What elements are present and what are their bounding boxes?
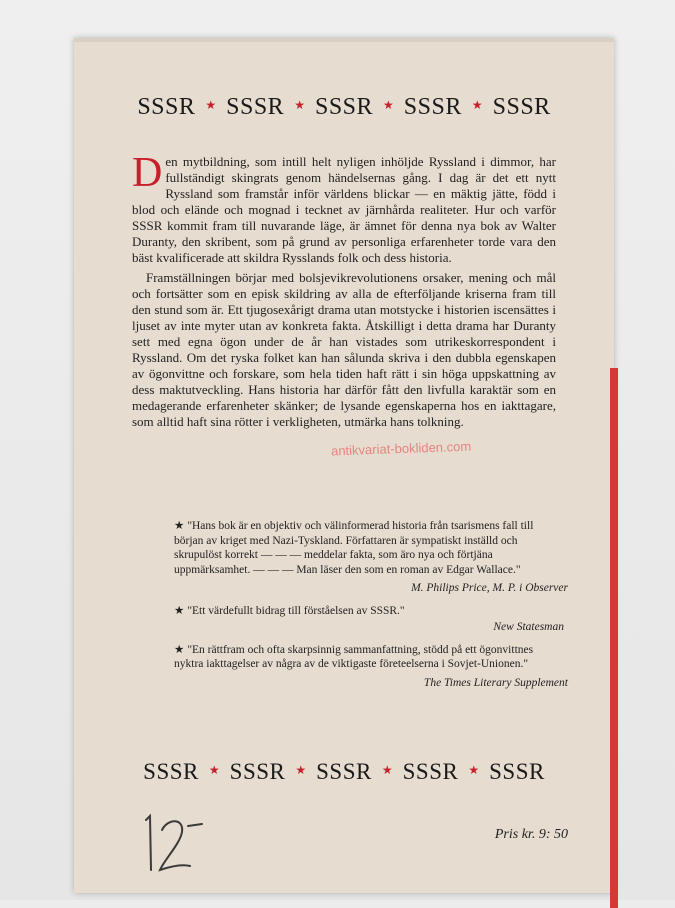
quote-attribution: M. Philips Price, M. P. i Observer <box>411 582 568 594</box>
banner-word: SSSR <box>226 94 285 120</box>
bottom-sssr-banner <box>74 759 614 785</box>
book-back-cover <box>74 38 614 893</box>
price-label: Pris kr. 9: 50 <box>494 827 568 842</box>
review-quotes <box>174 519 568 698</box>
quote-attribution: New Statesman <box>493 621 564 633</box>
watermark: antikvariat-bokliden.com <box>330 438 472 459</box>
star-bullet-icon: ★ <box>174 643 185 656</box>
star-bullet-icon: ★ <box>174 520 185 532</box>
star-bullet-icon: ★ <box>174 604 185 617</box>
cover-top-edge <box>74 38 614 42</box>
banner-word: SSSR <box>402 759 459 784</box>
review-quote <box>174 643 568 691</box>
blurb-text <box>132 150 556 434</box>
top-sssr-banner <box>74 94 614 121</box>
banner-word: SSSR <box>316 759 372 784</box>
banner-word: SSSR <box>137 94 196 120</box>
paragraph-1-text: en mytbildning, som intill helt nyligen inhöljde Ryssland i dimmor, har fullständigt skingrats genom händelsernas gång. I dag är det ett nytt Ryssland som framstår inför världens blickar — en mäktig jätte, född i blod och elände och mognad i tecknet av järnhårda realiteter. Hur och varför SSSR kommit fram till nuvarande läge, är ämnet för denna nya bok av Walter Duranty, den skribent, som på grund av personliga erfarenheter torde vara den bäst kvalificerade att skildra Rysslands folk och dess historia. <box>132 154 556 265</box>
red-star-icon: ★ <box>471 98 483 112</box>
red-star-icon: ★ <box>294 98 305 112</box>
drop-cap: D <box>132 150 163 196</box>
review-quote <box>174 519 568 596</box>
intro-paragraph-2: Framställningen börjar med bolsjevikrevolutionens orsaker, mening och mål och fortsätter som en episk skildring av alla de efterföljande kriserna fram till den stund som är. Ett tjugosexårigt drama utan motstycke i historien iscensättes i ljuset av inte myter utan av konkreta fakta. Åtskilligt i detta drama har Duranty sett med egna ögon under de år han vistades som utrikeskorrespondent i Ryssland. Om det ryska folket kan han sålunda skriva i den dubbla egenskapen av ögonvittne och forskare, som hela tiden haft rätt i sin höga uppskattning av dess maktutveckling. Hans historia har därför fått den livfulla karaktär som en medagerande erfarenheter skänker; de lysande egenskaperna hos en iakttagare, som alltid haft sina rötter i verkligheten, utmärka hans tolkning. <box>132 270 556 429</box>
quote-attribution: The Times Literary Supplement <box>423 676 568 689</box>
quote-text: "En rättfram och ofta skarpsinnig sammanfattning, stödd på ett ögonvittnes nyktra iakttagelser av några av de viktigaste företeelserna i Sovjet-Unionen." <box>174 643 534 670</box>
intro-paragraph-1 <box>132 150 556 266</box>
red-star-icon: ★ <box>383 98 394 112</box>
quote-text: "Hans bok är en objektiv och välinformerad historia från tsarismens fall till början av kriget med Nazi-Tyskland. Författaren är sympatiskt inställd och skrupulöst korrekt — — — meddelar fakta, som äro nya och förtjäna uppmärksamhet. — — — Man läser den som en roman av Edgar Wallace." <box>174 520 534 576</box>
red-star-icon: ★ <box>205 98 217 112</box>
banner-word: SSSR <box>492 94 551 120</box>
banner-word: SSSR <box>314 94 374 120</box>
red-star-icon: ★ <box>208 762 220 777</box>
red-spine-edge <box>610 368 618 908</box>
banner-word: SSSR <box>143 759 199 784</box>
banner-word: SSSR <box>489 759 545 784</box>
red-star-icon: ★ <box>381 762 393 777</box>
red-star-icon: ★ <box>295 762 307 777</box>
review-quote <box>174 604 564 635</box>
banner-word: SSSR <box>229 759 286 784</box>
pencil-price-note <box>138 808 208 888</box>
quote-text: "Ett värdefullt bidrag till förståelsen av SSSR." <box>187 604 405 617</box>
banner-word: SSSR <box>403 94 462 120</box>
red-star-icon: ★ <box>468 762 480 777</box>
